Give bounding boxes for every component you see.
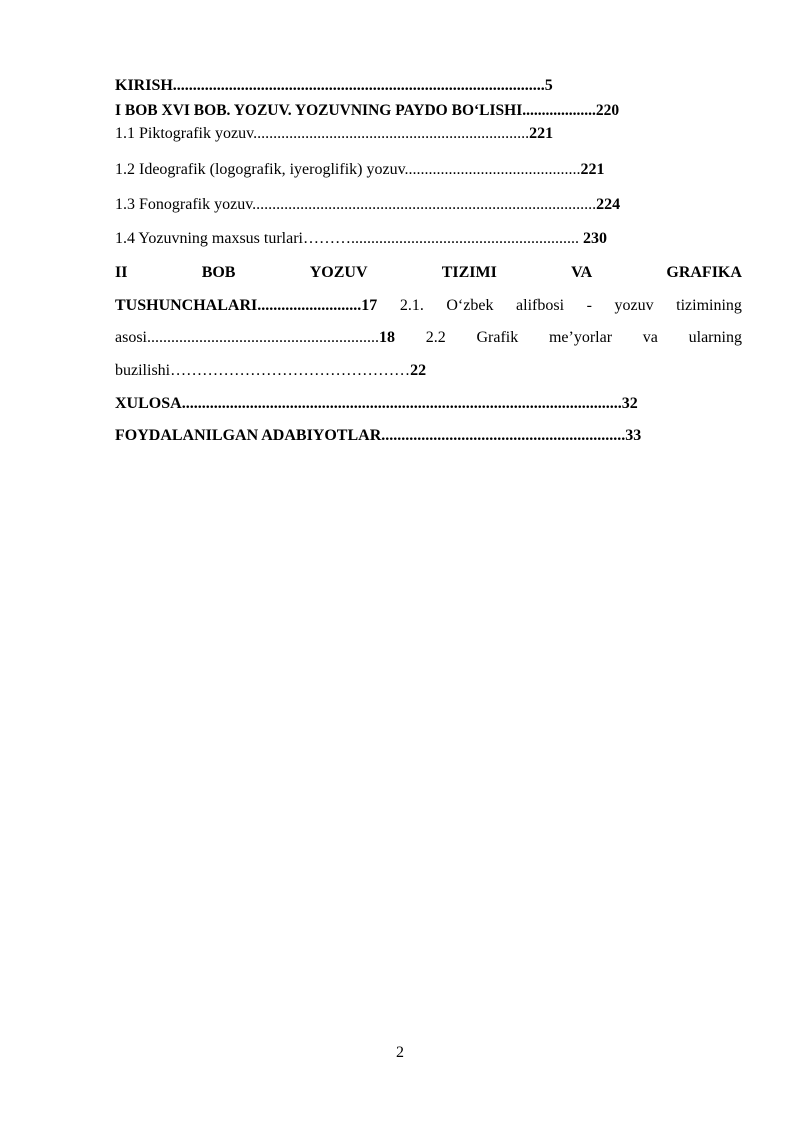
toc-page-number: 5 (544, 77, 553, 94)
toc-entry-bob2-line3[interactable] (115, 328, 742, 348)
toc-word: 2.2 (425, 329, 446, 346)
toc-page-number: 220 (595, 102, 620, 119)
toc-entry-1-3[interactable] (115, 195, 620, 215)
toc-page-number: 33 (625, 427, 642, 444)
toc-entry-bob2-line1[interactable] (115, 263, 742, 283)
toc-page-number: 32 (621, 395, 638, 412)
toc-entry-1-1[interactable] (115, 124, 553, 144)
toc-word: O‘zbek (446, 297, 494, 314)
toc-entry-title: 1.2 Ideografik (logografik, iyeroglifik) yozuv (115, 161, 405, 178)
toc-page-number: 17 (361, 297, 378, 314)
toc-word: BOB (201, 264, 236, 281)
toc-entry-bob1[interactable] (115, 101, 619, 121)
toc-word: va (642, 329, 658, 346)
toc-leader-dots: ............................................................. (381, 427, 626, 444)
toc-entry-title: TUSHUNCHALARI (115, 297, 258, 314)
toc-word: YOZUV (309, 264, 368, 281)
toc-word: yozuv (614, 297, 654, 314)
page-number: 2 (396, 1044, 404, 1061)
toc-word: II (115, 264, 128, 281)
toc-leader-dots: .......................... (257, 297, 362, 314)
toc-entry-xulosa[interactable] (115, 394, 638, 414)
toc-entry-title: buzilishi (115, 362, 171, 379)
toc-page-number: 230 (583, 230, 607, 247)
toc-entry-head (115, 328, 395, 348)
toc-word: tizimining (676, 297, 742, 314)
toc-entry-foydalanilgan-adabiyotlar[interactable] (115, 426, 641, 446)
toc-page-number: 22 (410, 362, 427, 379)
toc-word: 2.1. (399, 297, 424, 314)
toc-entry-title: 1.4 Yozuvning maxsus turlari (115, 230, 303, 247)
toc-word: me’yorlar (548, 329, 613, 346)
toc-leader-dots: ................... (522, 102, 596, 119)
toc-entry-title: 1.3 Fonografik yozuv (115, 196, 253, 213)
toc-leader-dots: ……………………………………… (170, 362, 411, 379)
toc-entry-title: XULOSA (115, 395, 182, 412)
toc-word: alifbosi (516, 297, 565, 314)
toc-entry-1-4[interactable] (115, 229, 607, 249)
toc-leader-dots: ............................................ (404, 161, 581, 178)
toc-word: ularning (688, 329, 742, 346)
toc-entry-title: I BOB XVI BOB. YOZUV. YOZUVNING PAYDO BO‘LISHI (115, 102, 523, 119)
toc-word: - (586, 297, 592, 314)
toc-leader-dots: .............................................................................................................. (181, 395, 622, 412)
toc-page-number: 18 (379, 329, 395, 346)
toc-entry-bob2-line2[interactable] (115, 296, 742, 316)
toc-entry-title: KIRISH (115, 77, 173, 94)
toc-leader-dots: ..................................................................... (253, 125, 530, 142)
toc-entry-title: 1.1 Piktografik yozuv (115, 125, 254, 142)
toc-entry-1-2[interactable] (115, 160, 605, 180)
toc-page-number: 221 (580, 161, 605, 178)
toc-leader-dots: ………......................................................... (303, 230, 579, 247)
toc-word: GRAFIKA (666, 264, 742, 281)
toc-word: TIZIMI (441, 264, 497, 281)
toc-page-number: 224 (596, 196, 621, 213)
toc-word: Grafik (476, 329, 519, 346)
toc-leader-dots: ............................................................................................. (172, 77, 545, 94)
toc-entry-title: asosi (115, 329, 147, 346)
toc-page-number: 221 (529, 125, 554, 142)
toc-leader-dots: ...................................................................................... (252, 196, 597, 213)
toc-entry-title: FOYDALANILGAN ADABIYOTLAR (115, 427, 382, 444)
toc-entry-head (115, 296, 377, 316)
toc-entry-kirish[interactable] (115, 76, 553, 96)
toc-entry-bob2-line4[interactable] (115, 361, 426, 381)
toc-leader-dots: .......................................................... (147, 329, 379, 346)
toc-word: VA (571, 264, 593, 281)
